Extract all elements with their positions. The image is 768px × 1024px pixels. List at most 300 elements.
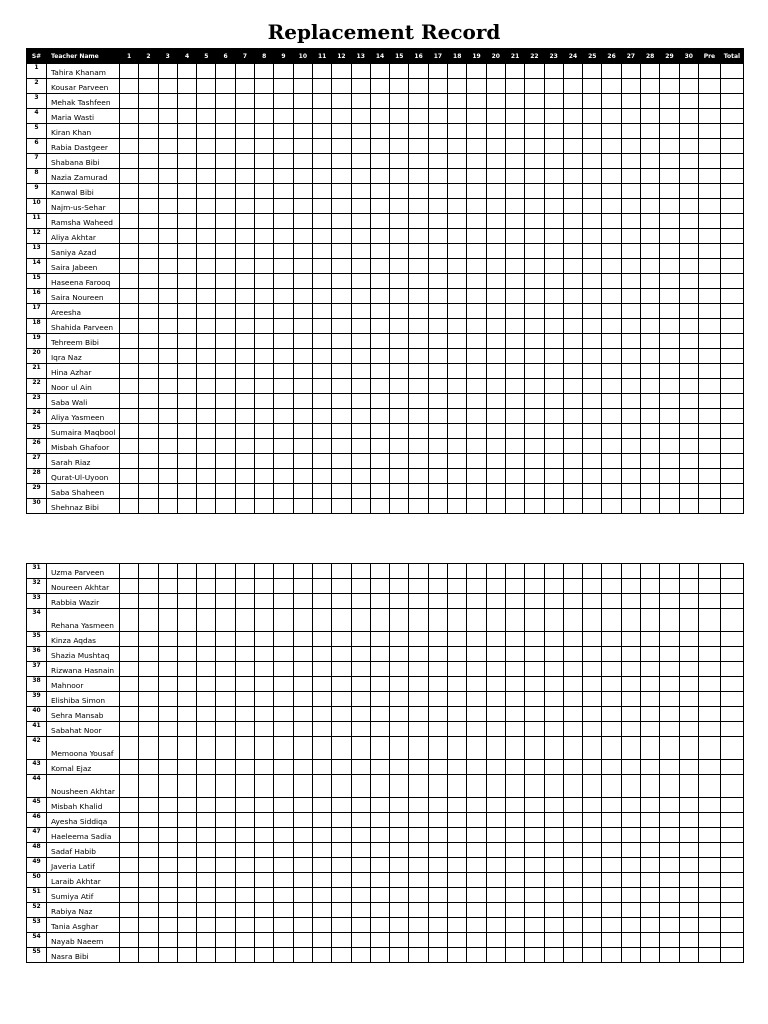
day-cell[interactable] (583, 79, 602, 94)
day-cell[interactable] (602, 289, 621, 304)
day-cell[interactable] (351, 918, 370, 933)
day-cell[interactable] (583, 394, 602, 409)
day-cell[interactable] (255, 379, 274, 394)
day-cell[interactable] (390, 124, 409, 139)
day-cell[interactable] (448, 244, 467, 259)
day-cell[interactable] (467, 409, 486, 424)
day-cell[interactable] (486, 139, 505, 154)
day-cell[interactable] (428, 229, 447, 244)
day-cell[interactable] (120, 139, 139, 154)
day-cell[interactable] (235, 169, 254, 184)
day-cell[interactable] (563, 858, 582, 873)
day-cell[interactable] (370, 109, 389, 124)
day-cell[interactable] (621, 647, 640, 662)
day-cell[interactable] (602, 647, 621, 662)
day-cell[interactable] (139, 439, 158, 454)
day-cell[interactable] (332, 692, 351, 707)
day-cell[interactable] (274, 760, 293, 775)
day-cell[interactable] (139, 933, 158, 948)
day-cell[interactable] (293, 662, 312, 677)
day-cell[interactable] (120, 828, 139, 843)
day-cell[interactable] (197, 169, 216, 184)
day-cell[interactable] (428, 609, 447, 632)
day-cell[interactable] (197, 364, 216, 379)
day-cell[interactable] (332, 304, 351, 319)
day-cell[interactable] (370, 722, 389, 737)
day-cell[interactable] (312, 632, 331, 647)
day-cell[interactable] (583, 304, 602, 319)
day-cell[interactable] (332, 722, 351, 737)
day-cell[interactable] (370, 439, 389, 454)
day-cell[interactable] (274, 409, 293, 424)
day-cell[interactable] (583, 184, 602, 199)
day-cell[interactable] (505, 184, 524, 199)
day-cell[interactable] (544, 379, 563, 394)
day-cell[interactable] (486, 609, 505, 632)
day-cell[interactable] (583, 775, 602, 798)
day-cell[interactable] (525, 289, 544, 304)
day-cell[interactable] (641, 775, 660, 798)
day-cell[interactable] (370, 647, 389, 662)
day-cell[interactable] (370, 289, 389, 304)
day-cell[interactable] (293, 760, 312, 775)
day-cell[interactable] (197, 579, 216, 594)
pre-cell[interactable] (698, 94, 720, 109)
day-cell[interactable] (660, 632, 679, 647)
day-cell[interactable] (641, 379, 660, 394)
day-cell[interactable] (274, 707, 293, 722)
day-cell[interactable] (255, 79, 274, 94)
day-cell[interactable] (139, 154, 158, 169)
day-cell[interactable] (120, 579, 139, 594)
day-cell[interactable] (448, 124, 467, 139)
day-cell[interactable] (120, 632, 139, 647)
day-cell[interactable] (602, 229, 621, 244)
day-cell[interactable] (390, 609, 409, 632)
day-cell[interactable] (505, 828, 524, 843)
day-cell[interactable] (486, 903, 505, 918)
day-cell[interactable] (409, 948, 428, 963)
day-cell[interactable] (216, 499, 235, 514)
day-cell[interactable] (544, 109, 563, 124)
day-cell[interactable] (255, 888, 274, 903)
day-cell[interactable] (255, 918, 274, 933)
pre-cell[interactable] (698, 692, 720, 707)
day-cell[interactable] (679, 828, 698, 843)
day-cell[interactable] (409, 199, 428, 214)
day-cell[interactable] (660, 903, 679, 918)
day-cell[interactable] (486, 760, 505, 775)
total-cell[interactable] (720, 722, 743, 737)
day-cell[interactable] (448, 662, 467, 677)
day-cell[interactable] (583, 609, 602, 632)
day-cell[interactable] (312, 139, 331, 154)
total-cell[interactable] (720, 214, 743, 229)
day-cell[interactable] (235, 579, 254, 594)
day-cell[interactable] (197, 304, 216, 319)
day-cell[interactable] (428, 692, 447, 707)
day-cell[interactable] (641, 594, 660, 609)
day-cell[interactable] (312, 244, 331, 259)
day-cell[interactable] (641, 692, 660, 707)
total-cell[interactable] (720, 775, 743, 798)
day-cell[interactable] (177, 564, 196, 579)
day-cell[interactable] (274, 813, 293, 828)
day-cell[interactable] (486, 918, 505, 933)
day-cell[interactable] (312, 775, 331, 798)
day-cell[interactable] (679, 424, 698, 439)
day-cell[interactable] (177, 843, 196, 858)
day-cell[interactable] (274, 918, 293, 933)
day-cell[interactable] (660, 798, 679, 813)
day-cell[interactable] (312, 394, 331, 409)
day-cell[interactable] (641, 109, 660, 124)
day-cell[interactable] (467, 289, 486, 304)
day-cell[interactable] (274, 594, 293, 609)
day-cell[interactable] (332, 499, 351, 514)
day-cell[interactable] (409, 707, 428, 722)
day-cell[interactable] (641, 828, 660, 843)
day-cell[interactable] (216, 647, 235, 662)
day-cell[interactable] (274, 828, 293, 843)
day-cell[interactable] (641, 484, 660, 499)
day-cell[interactable] (370, 798, 389, 813)
day-cell[interactable] (525, 760, 544, 775)
pre-cell[interactable] (698, 632, 720, 647)
total-cell[interactable] (720, 334, 743, 349)
pre-cell[interactable] (698, 564, 720, 579)
day-cell[interactable] (197, 199, 216, 214)
day-cell[interactable] (621, 454, 640, 469)
day-cell[interactable] (216, 139, 235, 154)
day-cell[interactable] (235, 564, 254, 579)
day-cell[interactable] (602, 439, 621, 454)
day-cell[interactable] (602, 775, 621, 798)
day-cell[interactable] (255, 609, 274, 632)
day-cell[interactable] (332, 229, 351, 244)
day-cell[interactable] (274, 903, 293, 918)
day-cell[interactable] (390, 304, 409, 319)
day-cell[interactable] (197, 79, 216, 94)
day-cell[interactable] (312, 609, 331, 632)
day-cell[interactable] (602, 274, 621, 289)
day-cell[interactable] (467, 775, 486, 798)
day-cell[interactable] (158, 109, 177, 124)
day-cell[interactable] (679, 94, 698, 109)
day-cell[interactable] (293, 594, 312, 609)
day-cell[interactable] (467, 334, 486, 349)
day-cell[interactable] (486, 948, 505, 963)
day-cell[interactable] (602, 632, 621, 647)
day-cell[interactable] (120, 707, 139, 722)
day-cell[interactable] (158, 707, 177, 722)
day-cell[interactable] (448, 873, 467, 888)
day-cell[interactable] (158, 469, 177, 484)
day-cell[interactable] (158, 647, 177, 662)
day-cell[interactable] (235, 274, 254, 289)
day-cell[interactable] (583, 737, 602, 760)
day-cell[interactable] (583, 647, 602, 662)
day-cell[interactable] (544, 184, 563, 199)
day-cell[interactable] (235, 760, 254, 775)
day-cell[interactable] (158, 499, 177, 514)
day-cell[interactable] (409, 722, 428, 737)
day-cell[interactable] (409, 79, 428, 94)
day-cell[interactable] (525, 722, 544, 737)
day-cell[interactable] (641, 873, 660, 888)
total-cell[interactable] (720, 594, 743, 609)
day-cell[interactable] (235, 259, 254, 274)
day-cell[interactable] (409, 109, 428, 124)
day-cell[interactable] (293, 888, 312, 903)
day-cell[interactable] (312, 594, 331, 609)
day-cell[interactable] (235, 662, 254, 677)
day-cell[interactable] (505, 760, 524, 775)
day-cell[interactable] (351, 798, 370, 813)
day-cell[interactable] (177, 647, 196, 662)
day-cell[interactable] (660, 918, 679, 933)
day-cell[interactable] (312, 677, 331, 692)
day-cell[interactable] (235, 775, 254, 798)
day-cell[interactable] (486, 289, 505, 304)
total-cell[interactable] (720, 154, 743, 169)
day-cell[interactable] (679, 707, 698, 722)
day-cell[interactable] (312, 454, 331, 469)
pre-cell[interactable] (698, 798, 720, 813)
day-cell[interactable] (641, 274, 660, 289)
day-cell[interactable] (679, 154, 698, 169)
day-cell[interactable] (641, 632, 660, 647)
day-cell[interactable] (139, 499, 158, 514)
day-cell[interactable] (409, 903, 428, 918)
day-cell[interactable] (621, 289, 640, 304)
day-cell[interactable] (293, 858, 312, 873)
day-cell[interactable] (158, 594, 177, 609)
day-cell[interactable] (660, 154, 679, 169)
day-cell[interactable] (583, 214, 602, 229)
pre-cell[interactable] (698, 229, 720, 244)
day-cell[interactable] (235, 214, 254, 229)
day-cell[interactable] (505, 484, 524, 499)
day-cell[interactable] (293, 948, 312, 963)
day-cell[interactable] (486, 813, 505, 828)
pre-cell[interactable] (698, 274, 720, 289)
day-cell[interactable] (602, 579, 621, 594)
day-cell[interactable] (216, 154, 235, 169)
pre-cell[interactable] (698, 259, 720, 274)
day-cell[interactable] (679, 647, 698, 662)
day-cell[interactable] (390, 109, 409, 124)
day-cell[interactable] (293, 843, 312, 858)
day-cell[interactable] (293, 169, 312, 184)
day-cell[interactable] (139, 828, 158, 843)
day-cell[interactable] (544, 334, 563, 349)
day-cell[interactable] (409, 843, 428, 858)
day-cell[interactable] (255, 647, 274, 662)
day-cell[interactable] (216, 199, 235, 214)
day-cell[interactable] (467, 364, 486, 379)
day-cell[interactable] (139, 843, 158, 858)
day-cell[interactable] (197, 692, 216, 707)
day-cell[interactable] (602, 169, 621, 184)
day-cell[interactable] (621, 632, 640, 647)
day-cell[interactable] (563, 154, 582, 169)
day-cell[interactable] (621, 79, 640, 94)
day-cell[interactable] (621, 214, 640, 229)
day-cell[interactable] (332, 843, 351, 858)
day-cell[interactable] (197, 244, 216, 259)
day-cell[interactable] (235, 918, 254, 933)
day-cell[interactable] (409, 933, 428, 948)
day-cell[interactable] (563, 124, 582, 139)
day-cell[interactable] (351, 692, 370, 707)
pre-cell[interactable] (698, 707, 720, 722)
day-cell[interactable] (312, 289, 331, 304)
day-cell[interactable] (120, 94, 139, 109)
day-cell[interactable] (216, 918, 235, 933)
day-cell[interactable] (351, 334, 370, 349)
day-cell[interactable] (235, 948, 254, 963)
day-cell[interactable] (428, 707, 447, 722)
day-cell[interactable] (409, 632, 428, 647)
day-cell[interactable] (525, 394, 544, 409)
day-cell[interactable] (332, 632, 351, 647)
day-cell[interactable] (216, 274, 235, 289)
day-cell[interactable] (409, 798, 428, 813)
day-cell[interactable] (139, 364, 158, 379)
day-cell[interactable] (583, 933, 602, 948)
day-cell[interactable] (390, 828, 409, 843)
day-cell[interactable] (563, 289, 582, 304)
day-cell[interactable] (641, 918, 660, 933)
day-cell[interactable] (602, 564, 621, 579)
day-cell[interactable] (370, 304, 389, 319)
day-cell[interactable] (467, 274, 486, 289)
day-cell[interactable] (197, 933, 216, 948)
day-cell[interactable] (660, 409, 679, 424)
day-cell[interactable] (660, 677, 679, 692)
day-cell[interactable] (428, 813, 447, 828)
day-cell[interactable] (274, 632, 293, 647)
day-cell[interactable] (293, 259, 312, 274)
day-cell[interactable] (177, 139, 196, 154)
day-cell[interactable] (428, 214, 447, 229)
day-cell[interactable] (255, 692, 274, 707)
day-cell[interactable] (139, 289, 158, 304)
day-cell[interactable] (177, 154, 196, 169)
day-cell[interactable] (216, 229, 235, 244)
day-cell[interactable] (351, 662, 370, 677)
day-cell[interactable] (120, 760, 139, 775)
day-cell[interactable] (641, 948, 660, 963)
day-cell[interactable] (486, 737, 505, 760)
day-cell[interactable] (428, 244, 447, 259)
day-cell[interactable] (525, 888, 544, 903)
pre-cell[interactable] (698, 139, 720, 154)
day-cell[interactable] (525, 677, 544, 692)
day-cell[interactable] (274, 124, 293, 139)
day-cell[interactable] (293, 647, 312, 662)
day-cell[interactable] (390, 647, 409, 662)
day-cell[interactable] (390, 199, 409, 214)
day-cell[interactable] (448, 707, 467, 722)
day-cell[interactable] (583, 662, 602, 677)
day-cell[interactable] (563, 798, 582, 813)
day-cell[interactable] (139, 379, 158, 394)
day-cell[interactable] (428, 304, 447, 319)
day-cell[interactable] (660, 647, 679, 662)
day-cell[interactable] (428, 274, 447, 289)
day-cell[interactable] (448, 647, 467, 662)
day-cell[interactable] (216, 244, 235, 259)
day-cell[interactable] (274, 214, 293, 229)
day-cell[interactable] (332, 594, 351, 609)
day-cell[interactable] (293, 64, 312, 79)
day-cell[interactable] (409, 424, 428, 439)
day-cell[interactable] (390, 499, 409, 514)
day-cell[interactable] (332, 199, 351, 214)
day-cell[interactable] (428, 409, 447, 424)
day-cell[interactable] (583, 499, 602, 514)
day-cell[interactable] (679, 124, 698, 139)
day-cell[interactable] (332, 948, 351, 963)
day-cell[interactable] (216, 903, 235, 918)
day-cell[interactable] (525, 274, 544, 289)
day-cell[interactable] (120, 229, 139, 244)
day-cell[interactable] (486, 499, 505, 514)
day-cell[interactable] (621, 813, 640, 828)
day-cell[interactable] (351, 858, 370, 873)
day-cell[interactable] (448, 632, 467, 647)
day-cell[interactable] (120, 409, 139, 424)
day-cell[interactable] (448, 94, 467, 109)
day-cell[interactable] (216, 364, 235, 379)
day-cell[interactable] (120, 609, 139, 632)
day-cell[interactable] (583, 274, 602, 289)
day-cell[interactable] (390, 319, 409, 334)
day-cell[interactable] (544, 579, 563, 594)
day-cell[interactable] (177, 828, 196, 843)
day-cell[interactable] (448, 499, 467, 514)
day-cell[interactable] (158, 454, 177, 469)
day-cell[interactable] (293, 109, 312, 124)
day-cell[interactable] (370, 692, 389, 707)
day-cell[interactable] (312, 94, 331, 109)
day-cell[interactable] (621, 424, 640, 439)
day-cell[interactable] (679, 439, 698, 454)
day-cell[interactable] (332, 677, 351, 692)
day-cell[interactable] (428, 828, 447, 843)
day-cell[interactable] (293, 79, 312, 94)
day-cell[interactable] (679, 903, 698, 918)
day-cell[interactable] (332, 858, 351, 873)
day-cell[interactable] (255, 364, 274, 379)
day-cell[interactable] (351, 647, 370, 662)
day-cell[interactable] (235, 199, 254, 214)
day-cell[interactable] (621, 888, 640, 903)
pre-cell[interactable] (698, 484, 720, 499)
day-cell[interactable] (563, 349, 582, 364)
day-cell[interactable] (602, 154, 621, 169)
day-cell[interactable] (255, 873, 274, 888)
day-cell[interactable] (621, 184, 640, 199)
day-cell[interactable] (544, 214, 563, 229)
day-cell[interactable] (544, 737, 563, 760)
day-cell[interactable] (216, 737, 235, 760)
day-cell[interactable] (660, 707, 679, 722)
day-cell[interactable] (660, 499, 679, 514)
day-cell[interactable] (293, 274, 312, 289)
